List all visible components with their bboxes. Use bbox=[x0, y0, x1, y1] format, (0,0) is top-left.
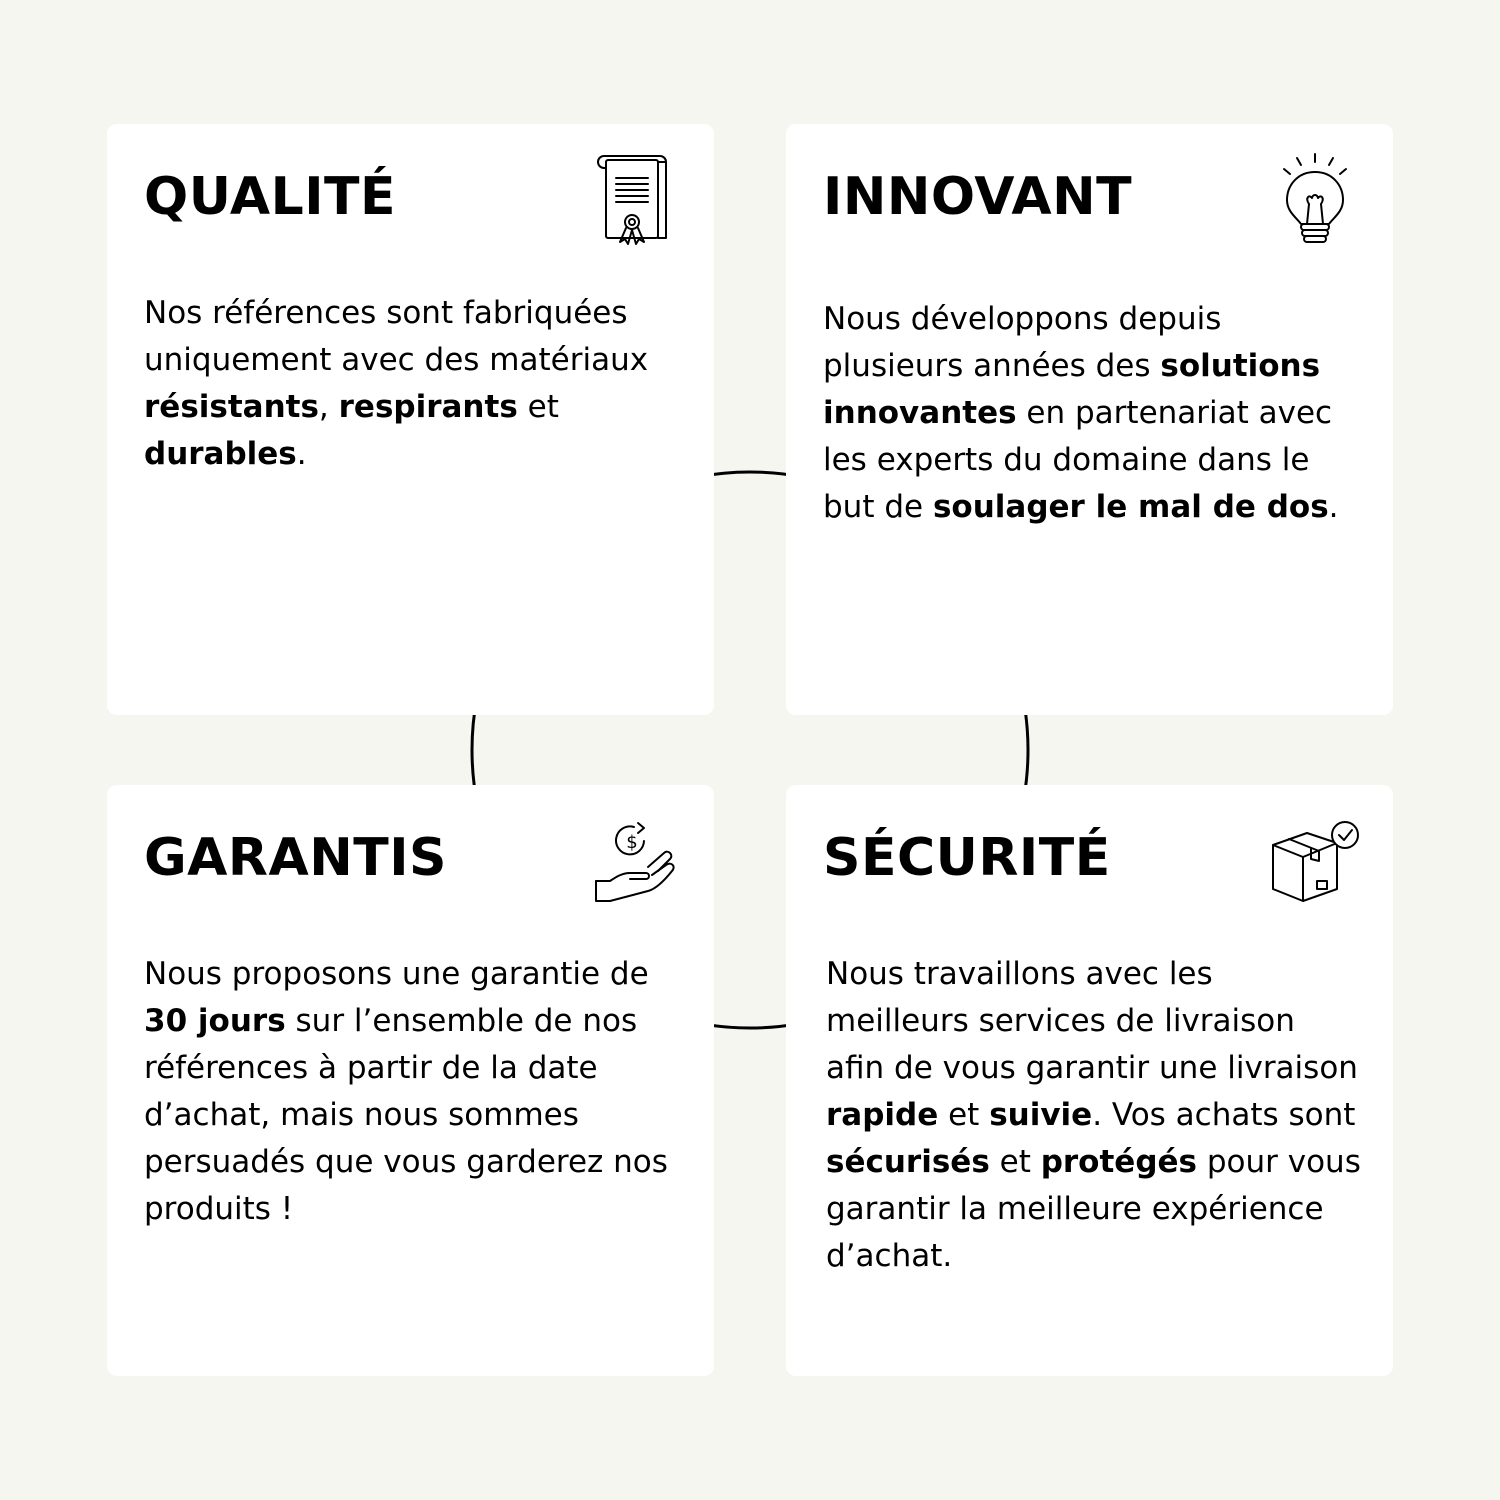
card-body bbox=[144, 290, 684, 478]
emphasis-text: soulager le mal de dos bbox=[932, 489, 1329, 525]
body-text: et bbox=[938, 1097, 990, 1133]
emphasis-text: protégés bbox=[1040, 1144, 1197, 1180]
card-qualite bbox=[107, 124, 714, 715]
body-text: en partenariat avec les experts du domaine dans le but de bbox=[823, 395, 1333, 525]
body-text: , bbox=[318, 389, 339, 425]
lightbulb-icon bbox=[1267, 150, 1363, 246]
card-body bbox=[144, 951, 684, 1233]
body-text: Nous développons depuis plusieurs années des bbox=[823, 301, 1222, 384]
emphasis-text: rapide bbox=[826, 1097, 939, 1133]
emphasis-text: suivie bbox=[989, 1097, 1093, 1133]
emphasis-text: résistants bbox=[144, 389, 319, 425]
body-text: . Vos achats sont bbox=[1092, 1097, 1356, 1133]
body-text: . bbox=[296, 436, 307, 472]
body-text: Nos références sont fabriquées uniquement avec des matériaux bbox=[144, 295, 649, 378]
svg-text:$: $ bbox=[626, 832, 638, 853]
emphasis-text: solutions innovantes bbox=[823, 348, 1321, 431]
body-text: et bbox=[517, 389, 559, 425]
emphasis-text: sécurisés bbox=[826, 1144, 990, 1180]
body-text: et bbox=[989, 1144, 1041, 1180]
card-body bbox=[826, 951, 1361, 1280]
emphasis-text: durables bbox=[144, 436, 297, 472]
body-text: pour vous garantir la meilleure expérience d’achat. bbox=[826, 1144, 1361, 1274]
card-title: INNOVANT bbox=[823, 167, 1133, 227]
card-innovant bbox=[786, 124, 1393, 715]
package-check-icon bbox=[1267, 811, 1363, 907]
card-securite bbox=[786, 785, 1393, 1376]
money-hand-icon bbox=[588, 811, 684, 907]
certificate-icon bbox=[588, 150, 684, 246]
card-body bbox=[823, 296, 1363, 531]
body-text: Nous proposons une garantie de bbox=[144, 956, 649, 992]
card-title: SÉCURITÉ bbox=[823, 828, 1111, 888]
card-garantis bbox=[107, 785, 714, 1376]
emphasis-text: 30 jours bbox=[144, 1003, 286, 1039]
emphasis-text: respirants bbox=[338, 389, 518, 425]
body-text: Nous travaillons avec les meilleurs services de livraison afin de vous garantir une livraison bbox=[826, 956, 1358, 1086]
body-text: . bbox=[1328, 489, 1339, 525]
card-title: QUALITÉ bbox=[144, 167, 397, 227]
body-text: sur l’ensemble de nos références à partir de la date d’achat, mais nous sommes persuadés que vous garderez nos produits ! bbox=[144, 1003, 668, 1227]
card-title: GARANTIS bbox=[144, 828, 447, 888]
